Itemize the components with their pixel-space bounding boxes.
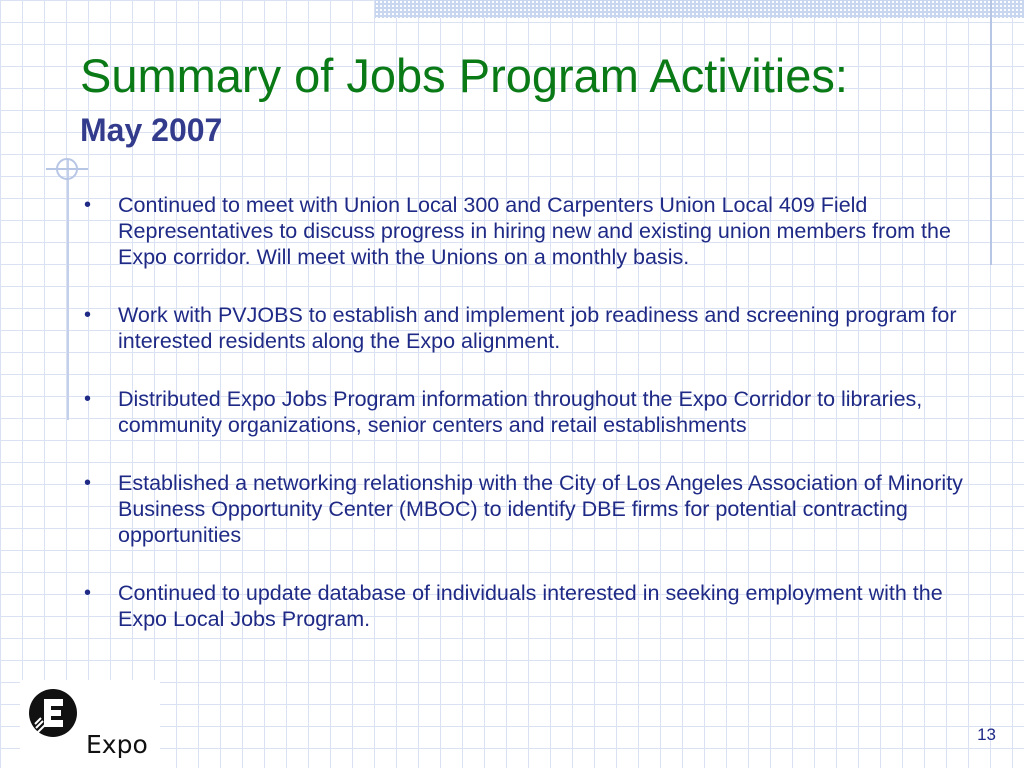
page-number: 13 bbox=[977, 725, 996, 744]
bullet-list bbox=[80, 192, 980, 664]
right-decorative-line bbox=[990, 0, 992, 265]
top-decorative-band bbox=[375, 0, 1024, 18]
bullet-icon: • bbox=[84, 582, 92, 604]
bullet-icon: • bbox=[84, 472, 92, 494]
bullet-icon: • bbox=[84, 388, 92, 410]
bullet-text: Distributed Expo Jobs Program information throughout the Expo Corridor to libraries, community organizations, senior centers and retail establishments bbox=[118, 387, 923, 437]
left-decorative-line bbox=[67, 160, 69, 420]
slide-title: Summary of Jobs Program Activities: bbox=[80, 49, 848, 102]
bullet-text: Continued to meet with Union Local 300 and Carpenters Union Local 409 Field Representatives to discuss progress in hiring new and existing union members from the Expo corridor. Will meet with the Unions on a monthly basis. bbox=[118, 193, 951, 269]
bullet-icon: • bbox=[84, 304, 92, 326]
logo-text: Expo bbox=[86, 730, 148, 759]
crosshair-circle-icon bbox=[56, 158, 78, 180]
list-item bbox=[80, 302, 980, 354]
list-item bbox=[80, 192, 980, 270]
expo-logo bbox=[20, 680, 160, 768]
list-item bbox=[80, 386, 980, 438]
expo-e-logo-icon bbox=[28, 688, 78, 738]
slide-subtitle: May 2007 bbox=[80, 112, 223, 148]
bullet-icon: • bbox=[84, 194, 92, 216]
bullet-text: Continued to update database of individuals interested in seeking employment with the Expo Local Jobs Program. bbox=[118, 581, 943, 631]
bullet-text: Established a networking relationship with the City of Los Angeles Association of Minority Business Opportunity Center (MBOC) to identify DBE firms for potential contracting opportunities bbox=[118, 471, 963, 547]
list-item bbox=[80, 470, 980, 548]
list-item bbox=[80, 580, 980, 632]
bullet-text: Work with PVJOBS to establish and implement job readiness and screening program for interested residents along the Expo alignment. bbox=[118, 303, 957, 353]
